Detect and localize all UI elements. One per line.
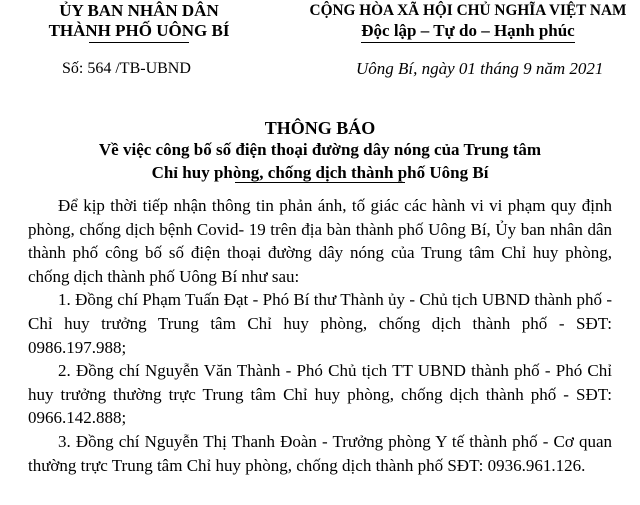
agency-line-2: THÀNH PHỐ UÔNG BÍ (48, 21, 230, 40)
national-motto (298, 1, 638, 41)
document-subject (20, 138, 620, 187)
issuing-agency (14, 1, 264, 41)
agency-line-1: ỦY BAN NHÂN DÂN (59, 1, 219, 20)
list-item: 1. Đồng chí Phạm Tuấn Đạt - Phó Bí thư Thành ủy - Chủ tịch UBND thành phố - Chỉ huy trưởng Trung tâm Chỉ huy phòng, chống dịch thành phố - SĐT: 0986.197.988; (28, 290, 612, 357)
subject-line-1: Về việc công bố số điện thoại đường dây nóng của Trung tâm (98, 140, 542, 159)
document-number: Số: 564 /TB-UBND (62, 60, 191, 77)
list-item: 2. Đồng chí Nguyễn Văn Thành - Phó Chủ tịch TT UBND thành phố - Phó Chỉ huy trưởng thường trực Trung tâm Chỉ huy phòng, chống dịch thành phố - SĐT: 0966.142.888; (28, 361, 612, 428)
nation-name: CỘNG HÒA XÃ HỘI CHỦ NGHĨA VIỆT NAM (309, 2, 627, 19)
document-body (28, 194, 612, 477)
intro-paragraph: Để kịp thời tiếp nhận thông tin phản ánh, tố giác các hành vi vi phạm quy định phòng, chống dịch bệnh Covid- 19 trên địa bàn thành phố Uông Bí, Ủy ban nhân dân thành phố công bố số điện thoại đường dây nóng của Trung tâm Chỉ huy phòng, chống dịch thành phố Uông Bí như sau: (28, 196, 612, 286)
place-and-date: Uông Bí, ngày 01 tháng 9 năm 2021 (356, 59, 604, 78)
list-item: 3. Đồng chí Nguyễn Thị Thanh Đoàn - Trưởng phòng Y tế thành phố - Cơ quan thường trực Trung tâm Chỉ huy phòng, chống dịch thành phố SĐT: 0936.961.126. (28, 431, 612, 475)
subject-line-2: Chỉ huy phòng, chống dịch thành phố Uông Bí (151, 163, 489, 182)
document-title: THÔNG BÁO (264, 118, 376, 138)
motto: Độc lập – Tự do – Hạnh phúc (361, 21, 575, 40)
subject-underline (235, 182, 405, 183)
